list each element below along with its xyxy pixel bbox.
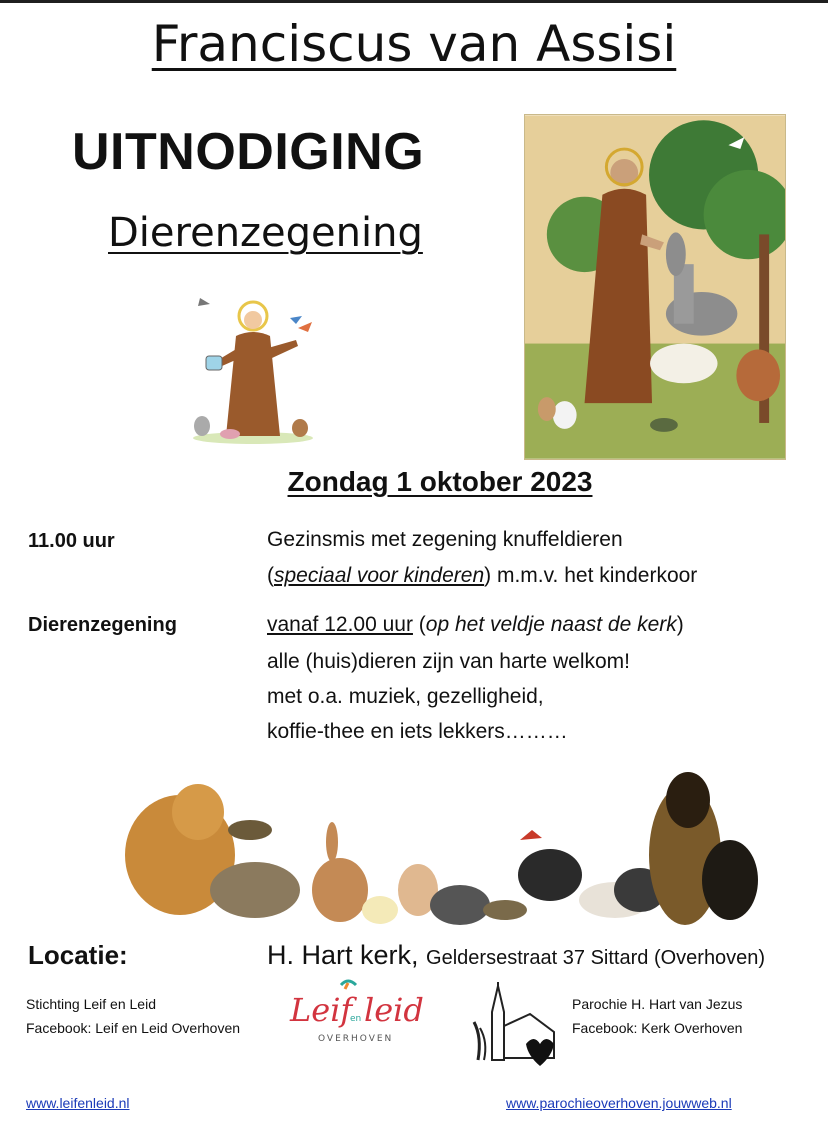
event-subtitle: Dierenzegening <box>108 210 423 256</box>
foundation-facebook: Facebook: Leif en Leid Overhoven <box>26 1020 241 1036</box>
mass-time-label: 11.00 uur <box>28 530 115 552</box>
blessing-label: Dierenzegening <box>28 614 177 636</box>
blessing-line-3: met o.a. muziek, gezelligheid, <box>267 685 544 708</box>
blessing-line-1: vanaf 12.00 uur (op het veldje naast de kerk) <box>267 613 684 636</box>
page-title: Franciscus van Assisi <box>151 15 677 73</box>
svg-text:leid: leid <box>364 991 424 1029</box>
blessing-line-4: koffie-thee en iets lekkers……… <box>267 720 568 743</box>
leif-en-leid-logo <box>286 975 426 1047</box>
svg-text:en: en <box>350 1014 362 1024</box>
blessing-line-2: alle (huis)dieren zijn van harte welkom! <box>267 650 630 673</box>
top-border <box>0 0 828 3</box>
church-logo-icon <box>470 982 558 1072</box>
event-date: Zondag 1 oktober 2023 <box>287 466 593 497</box>
mass-line-2: (speciaal voor kinderen) m.m.v. het kinderkoor <box>267 564 698 587</box>
foundation-name: Stichting Leif en Leid <box>26 996 156 1012</box>
leifenleid-link[interactable]: www.leifenleid.nl <box>26 1095 130 1111</box>
parish-facebook: Facebook: Kerk Overhoven <box>572 1020 743 1036</box>
saint-francis-painting <box>524 114 786 460</box>
location-address: H. Hart kerk, Geldersestraat 37 Sittard (Overhoven) <box>267 940 766 970</box>
parish-name: Parochie H. Hart van Jezus <box>572 996 743 1012</box>
mass-line-1: Gezinsmis met zegening knuffeldieren <box>267 528 623 551</box>
location-label: Locatie: <box>28 940 128 970</box>
animals-group-photo <box>80 760 770 930</box>
invitation-heading: UITNODIGING <box>72 123 425 181</box>
svg-text:Leif: Leif <box>290 991 353 1029</box>
saint-cartoon-illustration <box>178 288 328 448</box>
svg-text:OVERHOVEN: OVERHOVEN <box>318 1034 394 1044</box>
parish-website-link[interactable]: www.parochieoverhoven.jouwweb.nl <box>506 1095 732 1111</box>
